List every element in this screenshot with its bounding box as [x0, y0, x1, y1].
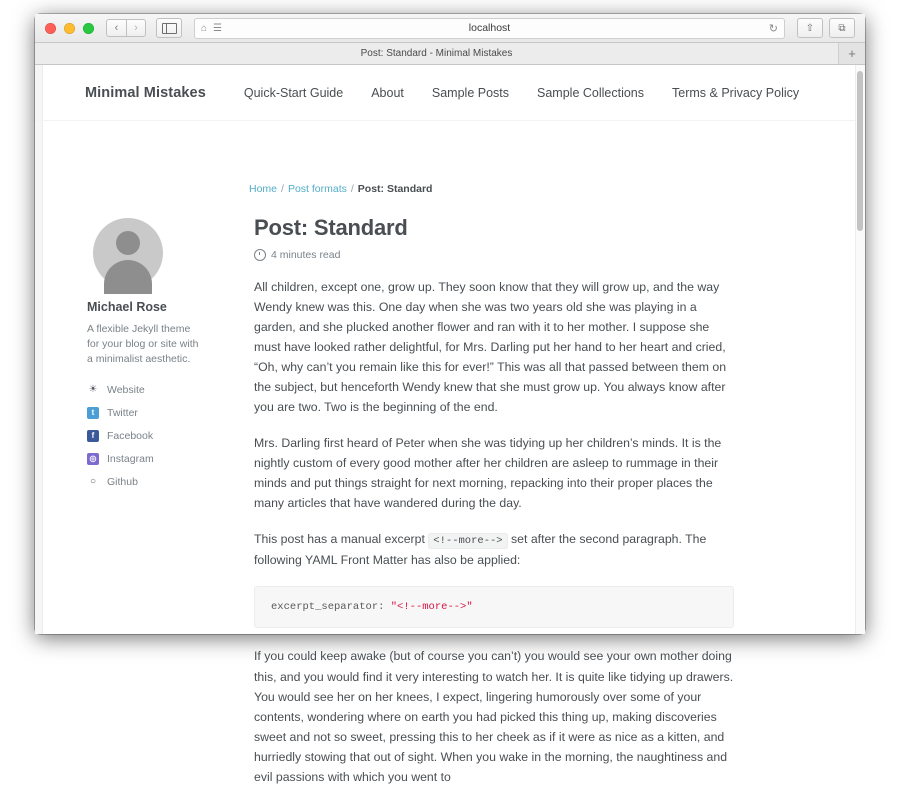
navigation-buttons — [106, 19, 146, 37]
author-profile — [87, 218, 227, 488]
reload-icon[interactable]: ↻ — [768, 22, 778, 35]
page-viewport — [35, 65, 865, 784]
read-time: 4 minutes read — [271, 249, 341, 261]
nav-item-terms-privacy-policy[interactable]: Terms & Privacy Policy — [672, 85, 800, 100]
zoom-window-button[interactable] — [83, 23, 94, 34]
nav-item-sample-posts[interactable]: Sample Posts — [431, 85, 510, 100]
web-page — [35, 65, 856, 784]
back-button[interactable]: ‹ — [106, 19, 126, 37]
facebook-icon: f — [87, 430, 99, 442]
clock-icon — [254, 249, 266, 261]
author-link-label: Twitter — [107, 406, 138, 419]
close-window-button[interactable] — [45, 23, 56, 34]
paragraph: If you could keep awake (but of course you can’t) you would see your own mother doing this, and you would find it very interesting to watch her. It is quite like tidying up drawers. You would see her on her knees, I expect, lingering humorously over some of your contents, wondering where on earth you had picked this thing up, making discoveries sweet and not so sweet, pressing this to her cheek as if it were as nice as a kitten, and hurriedly stowing that out of sight. When you wake in the morning, the naughtiness and evil passions with which you went to — [254, 649, 734, 784]
browser-toolbar — [35, 14, 865, 43]
author-name: Michael Rose — [87, 300, 167, 314]
article-content — [254, 215, 734, 803]
window-controls — [45, 23, 94, 34]
tab-strip — [35, 43, 865, 65]
code-colon: : — [378, 601, 391, 614]
breadcrumb-separator: / — [281, 183, 284, 195]
author-links — [87, 384, 227, 488]
author-link-facebook[interactable] — [87, 430, 227, 442]
nav-item-sample-collections[interactable]: Sample Collections — [537, 85, 645, 100]
forward-button[interactable]: › — [126, 19, 146, 37]
page-left-gutter — [35, 65, 43, 634]
page-scrollbar[interactable] — [855, 65, 865, 634]
avatar-body — [104, 260, 152, 294]
paragraph: Mrs. Darling first heard of Peter when she was tidying up her children’s minds. It is the nightly custom of every good mother after her children are asleep to rummage in their minds and put things straight for next morning, repacking into their proper places the many articles that have wandered during the day. — [254, 436, 722, 511]
nav-item-about[interactable]: About — [371, 85, 404, 100]
paragraph-with-code — [254, 529, 734, 570]
sidebar-toggle-button[interactable] — [156, 18, 182, 38]
site-nav — [244, 86, 799, 100]
excerpt-text-after: set after the second paragraph. The following YAML Front Matter has also be applied: — [254, 532, 707, 568]
sidebar-icon — [162, 23, 177, 34]
breadcrumb — [249, 183, 432, 195]
scrollbar-thumb[interactable] — [857, 71, 863, 231]
author-link-label: Instagram — [107, 452, 154, 465]
breadcrumb-item-current: Post: Standard — [357, 183, 433, 195]
instagram-icon: ◎ — [87, 453, 99, 465]
page-title: Post: Standard — [254, 215, 408, 240]
author-link-label: Facebook — [107, 429, 154, 442]
breadcrumb-item-post-formats[interactable]: Post formats — [287, 183, 347, 195]
new-tab-button[interactable]: + — [839, 43, 865, 64]
author-link-label: Website — [107, 383, 145, 396]
nav-item-quick-start-guide[interactable]: Quick-Start Guide — [243, 85, 344, 100]
author-link-github[interactable] — [87, 476, 227, 488]
site-masthead — [35, 65, 856, 121]
home-icon[interactable]: ⌂ — [201, 22, 208, 34]
twitter-icon: t — [87, 407, 99, 419]
github-icon: ○ — [89, 476, 97, 488]
share-icon[interactable]: ⇧ — [797, 18, 823, 38]
code-value: "<!--more-->" — [390, 601, 473, 614]
address-bar[interactable] — [194, 18, 785, 39]
minimize-window-button[interactable] — [64, 23, 75, 34]
paragraph: All children, except one, grow up. They soon know that they will grow up, and the way Wendy knew was this. One day when she was two years old she was playing in a garden, and she plucked another flower and ran with it to her mother. I suppose she must have looked rather delightful, for Mrs. Darling put her hand to her heart and cried, “Oh, why can’t you remain like this for ever!” This was all that passed between them on the subject, but henceforth Wendy knew that she must grow up. You always know after you are two. Two is the beginning of the end. — [254, 280, 727, 415]
author-link-label: Github — [107, 475, 138, 488]
code-key: excerpt_separator — [271, 601, 379, 614]
author-bio: A flexible Jekyll theme for your blog or site with a minimalist aesthetic. — [87, 323, 199, 366]
browser-window — [35, 14, 865, 784]
breadcrumb-separator: / — [350, 183, 354, 195]
author-link-website[interactable] — [87, 384, 227, 396]
excerpt-text-before: This post has a manual excerpt — [254, 532, 429, 547]
show-tabs-icon[interactable]: ⧉ — [829, 18, 855, 38]
site-title[interactable]: Minimal Mistakes — [85, 84, 206, 101]
url-text: localhost — [468, 22, 511, 34]
tab-post-standard[interactable]: Post: Standard - Minimal Mistakes — [35, 43, 839, 64]
breadcrumb-item-home[interactable]: Home — [249, 183, 278, 195]
inline-code-more-tag: <!--more--> — [428, 533, 507, 549]
code-block — [254, 586, 734, 628]
reader-icon[interactable]: ☰ — [213, 22, 223, 34]
globe-icon: ☀ — [88, 384, 98, 396]
avatar — [93, 218, 163, 288]
toolbar-right-buttons — [797, 18, 855, 38]
post-meta — [254, 249, 734, 261]
author-link-instagram[interactable] — [87, 453, 227, 465]
avatar-head — [116, 231, 140, 255]
author-link-twitter[interactable] — [87, 407, 227, 419]
